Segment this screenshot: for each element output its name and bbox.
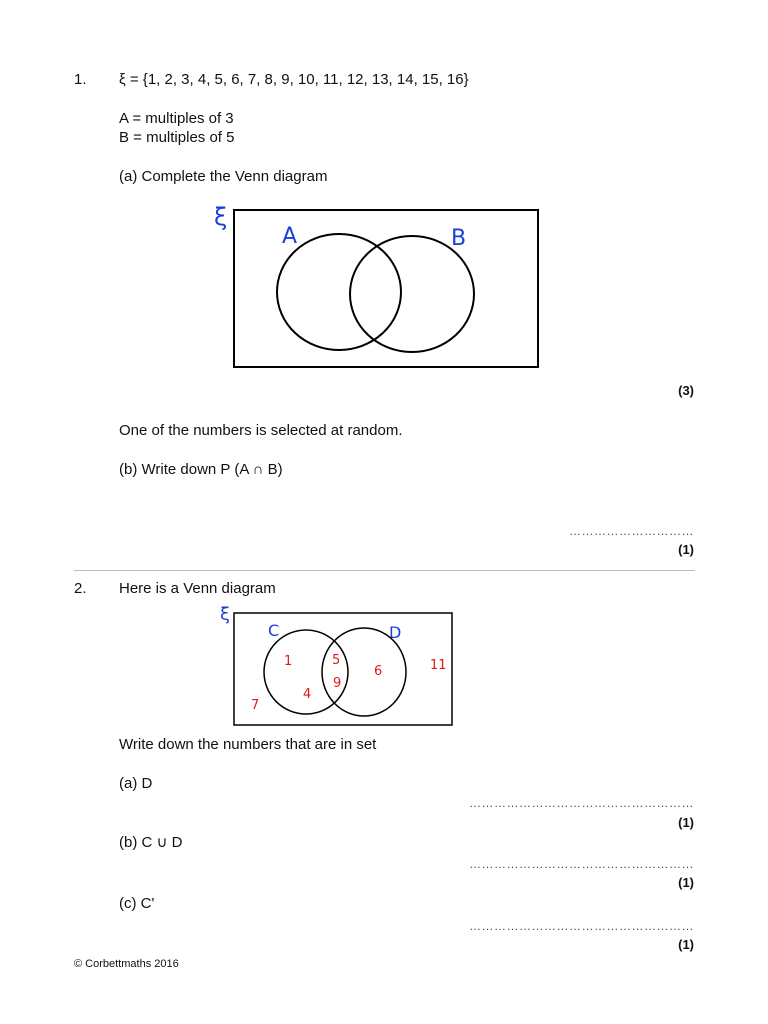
q1-venn-universal-rect (234, 210, 538, 367)
q1-venn-label-a: A (282, 224, 298, 249)
q1-venn-diagram (214, 200, 544, 375)
q2-part-c-marks: (1) (678, 937, 694, 952)
q2-part-b-answer-line[interactable]: ……………………………………………… (469, 857, 694, 871)
q1-universal-set: ξ = {1, 2, 3, 4, 5, 6, 7, 8, 9, 10, 11, 12, 13, 14, 15, 16} (119, 71, 469, 88)
q2-venn-circle-d (322, 628, 406, 716)
footer-copyright: © Corbettmaths 2016 (74, 958, 179, 970)
q1-venn-label-b: B (451, 226, 467, 251)
q2-venn-c-only-value: 1 (284, 654, 293, 669)
q2-number: 2. (74, 580, 87, 597)
question-divider (74, 570, 695, 571)
q2-venn-universal-rect (234, 613, 452, 725)
q2-part-c-answer-line[interactable]: ……………………………………………… (469, 919, 694, 933)
q2-venn-outside-value: 7 (251, 698, 260, 713)
q1-set-b-definition: B = multiples of 5 (119, 129, 235, 146)
q2-venn-intersection-value: 9 (333, 676, 342, 691)
q2-part-b-marks: (1) (678, 875, 694, 890)
q1-number: 1. (74, 71, 87, 88)
q1-part-b-marks: (1) (678, 542, 694, 557)
q1-part-a-prompt: (a) Complete the Venn diagram (119, 168, 328, 185)
q1-set-a-definition: A = multiples of 3 (119, 110, 234, 127)
q2-venn-xi-symbol: ξ (220, 604, 231, 625)
q1-venn-xi-symbol: ξ (214, 203, 228, 231)
q2-instruction: Write down the numbers that are in set (119, 736, 377, 753)
q1-random-selection-text: One of the numbers is selected at random. (119, 422, 403, 439)
q2-intro: Here is a Venn diagram (119, 580, 276, 597)
q2-part-a-prompt: (a) D (119, 775, 153, 792)
q1-part-b-answer-line[interactable]: ………………………… (569, 524, 694, 538)
q2-venn-diagram (214, 604, 459, 729)
q2-venn-c-only-value: 4 (303, 687, 312, 702)
q2-venn-intersection-value: 5 (332, 653, 341, 668)
q2-venn-outside-value: 11 (430, 658, 447, 673)
q1-venn-circle-a (277, 234, 401, 350)
q2-part-b-prompt: (b) C ∪ D (119, 834, 183, 851)
q2-part-a-answer-line[interactable]: ……………………………………………… (469, 796, 694, 810)
q2-part-a-marks: (1) (678, 815, 694, 830)
q2-venn-label-c: C (268, 621, 280, 640)
q1-venn-circle-b (350, 236, 474, 352)
q2-venn-label-d: D (389, 623, 402, 642)
q1-part-b-prompt: (b) Write down P (A ∩ B) (119, 461, 283, 478)
q1-part-a-marks: (3) (678, 383, 694, 398)
q2-part-c-prompt: (c) C' (119, 895, 155, 912)
q2-venn-d-only-value: 6 (374, 664, 383, 679)
